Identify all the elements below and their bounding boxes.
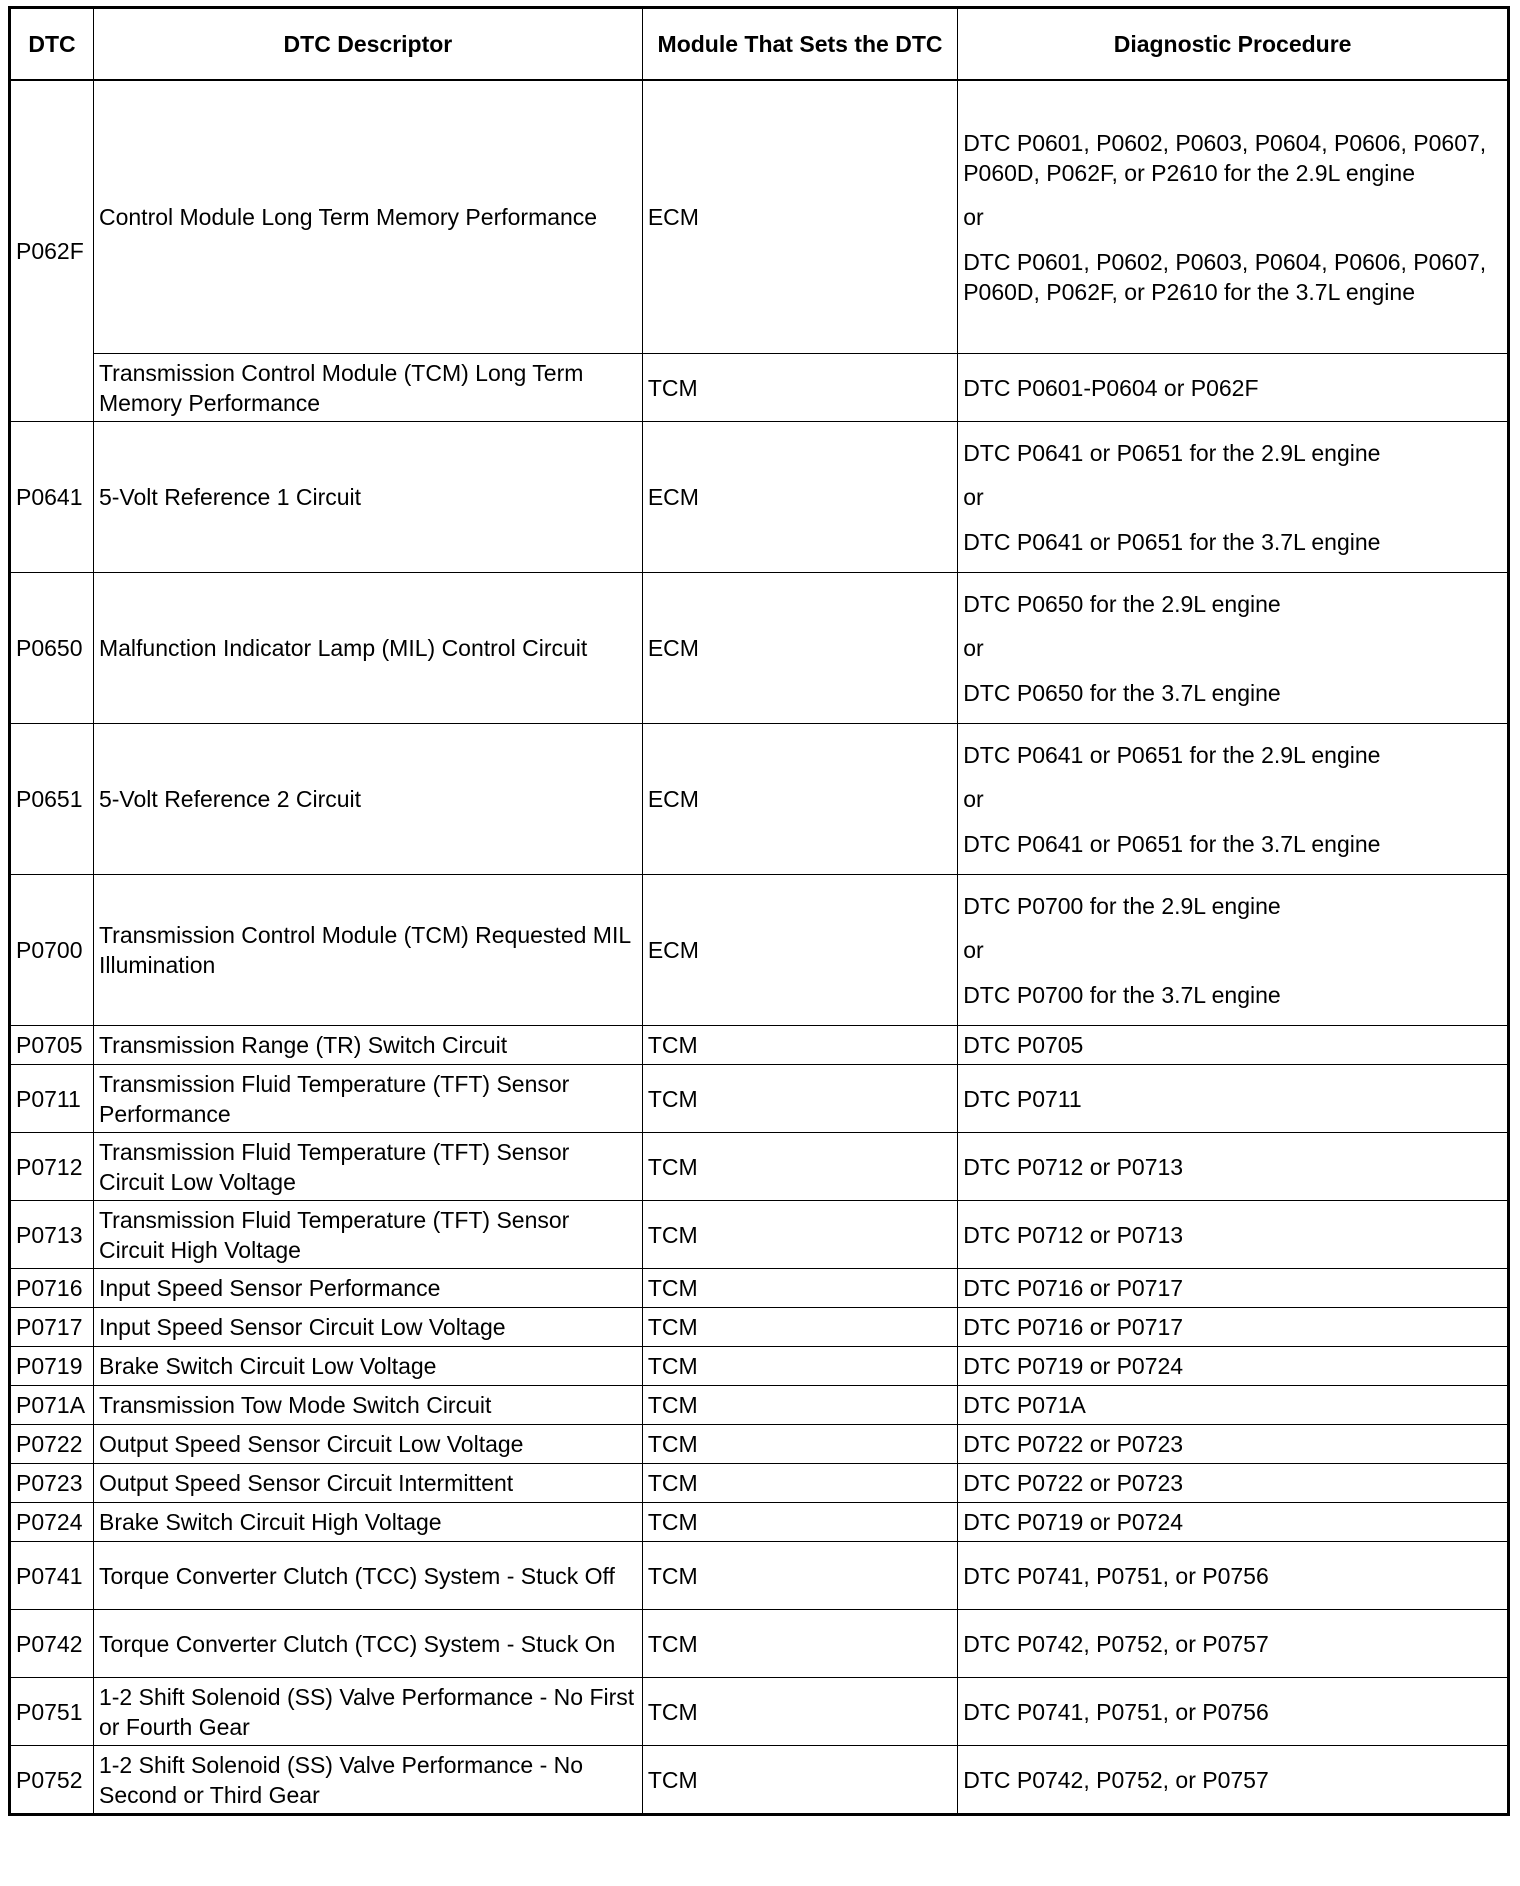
dtc-module: ECM: [642, 573, 957, 724]
procedure-option: DTC P0700 for the 3.7L engine: [963, 981, 1281, 1008]
table-row: [10, 80, 1509, 354]
procedure-or: or: [963, 483, 984, 510]
procedure-or: or: [963, 936, 984, 963]
dtc-descriptor: Transmission Fluid Temperature (TFT) Sensor Circuit Low Voltage: [93, 1133, 642, 1201]
dtc-procedure: DTC P0711: [958, 1065, 1509, 1133]
dtc-code: P062F: [10, 80, 94, 422]
dtc-module: ECM: [642, 422, 957, 573]
dtc-code: P0716: [10, 1269, 94, 1308]
dtc-descriptor: Control Module Long Term Memory Performance: [93, 80, 642, 354]
dtc-descriptor: Input Speed Sensor Performance: [93, 1269, 642, 1308]
dtc-module: TCM: [642, 1542, 957, 1610]
dtc-code: P0751: [10, 1678, 94, 1746]
table-row: [10, 573, 1509, 724]
dtc-descriptor: Brake Switch Circuit Low Voltage: [93, 1347, 642, 1386]
dtc-procedure: [958, 875, 1509, 1026]
dtc-code: P071A: [10, 1386, 94, 1425]
procedure-option: DTC P0641 or P0651 for the 2.9L engine: [963, 741, 1381, 768]
dtc-module: TCM: [642, 1746, 957, 1815]
dtc-procedure: DTC P071A: [958, 1386, 1509, 1425]
dtc-module: ECM: [642, 875, 957, 1026]
dtc-procedure: DTC P0722 or P0723: [958, 1464, 1509, 1503]
dtc-code: P0717: [10, 1308, 94, 1347]
dtc-descriptor: 5-Volt Reference 1 Circuit: [93, 422, 642, 573]
dtc-descriptor: Brake Switch Circuit High Voltage: [93, 1503, 642, 1542]
header-module: Module That Sets the DTC: [642, 8, 957, 81]
table-row: [10, 1425, 1509, 1464]
dtc-procedure: DTC P0719 or P0724: [958, 1347, 1509, 1386]
table-row: [10, 354, 1509, 422]
table-row: [10, 724, 1509, 875]
dtc-procedure: [958, 724, 1509, 875]
dtc-module: TCM: [642, 1425, 957, 1464]
dtc-descriptor: Malfunction Indicator Lamp (MIL) Control Circuit: [93, 573, 642, 724]
dtc-procedure: DTC P0741, P0751, or P0756: [958, 1542, 1509, 1610]
procedure-option: DTC P0601, P0602, P0603, P0604, P0606, P0607, P060D, P062F, or P2610 for the 3.7L engine: [963, 248, 1487, 305]
dtc-procedure: DTC P0741, P0751, or P0756: [958, 1678, 1509, 1746]
dtc-code: P0713: [10, 1201, 94, 1269]
dtc-module: TCM: [642, 1026, 957, 1065]
dtc-module: TCM: [642, 1133, 957, 1201]
dtc-procedure: [958, 422, 1509, 573]
dtc-descriptor: Torque Converter Clutch (TCC) System - Stuck On: [93, 1610, 642, 1678]
table-row: [10, 1746, 1509, 1815]
dtc-code: P0722: [10, 1425, 94, 1464]
dtc-code: P0719: [10, 1347, 94, 1386]
dtc-descriptor: Output Speed Sensor Circuit Intermittent: [93, 1464, 642, 1503]
table-row: [10, 1308, 1509, 1347]
dtc-procedure: DTC P0742, P0752, or P0757: [958, 1610, 1509, 1678]
dtc-code: P0742: [10, 1610, 94, 1678]
table-row: [10, 1610, 1509, 1678]
dtc-procedure: DTC P0716 or P0717: [958, 1269, 1509, 1308]
dtc-descriptor: Transmission Range (TR) Switch Circuit: [93, 1026, 642, 1065]
dtc-procedure: DTC P0716 or P0717: [958, 1308, 1509, 1347]
dtc-descriptor: Transmission Control Module (TCM) Long Term Memory Performance: [93, 354, 642, 422]
dtc-descriptor: Output Speed Sensor Circuit Low Voltage: [93, 1425, 642, 1464]
table-row: [10, 1386, 1509, 1425]
dtc-code: P0712: [10, 1133, 94, 1201]
dtc-code: P0705: [10, 1026, 94, 1065]
dtc-module: TCM: [642, 1386, 957, 1425]
header-descriptor: DTC Descriptor: [93, 8, 642, 81]
dtc-module: TCM: [642, 1201, 957, 1269]
dtc-code: P0723: [10, 1464, 94, 1503]
procedure-or: or: [963, 203, 984, 230]
dtc-module: TCM: [642, 1269, 957, 1308]
dtc-procedure: DTC P0712 or P0713: [958, 1133, 1509, 1201]
dtc-table: [8, 6, 1510, 1816]
dtc-code: P0724: [10, 1503, 94, 1542]
dtc-descriptor: 5-Volt Reference 2 Circuit: [93, 724, 642, 875]
table-row: [10, 1464, 1509, 1503]
dtc-descriptor: Input Speed Sensor Circuit Low Voltage: [93, 1308, 642, 1347]
dtc-descriptor: Transmission Tow Mode Switch Circuit: [93, 1386, 642, 1425]
dtc-descriptor: 1-2 Shift Solenoid (SS) Valve Performance - No Second or Third Gear: [93, 1746, 642, 1815]
procedure-option: DTC P0700 for the 2.9L engine: [963, 892, 1281, 919]
dtc-module: ECM: [642, 724, 957, 875]
procedure-option: DTC P0641 or P0651 for the 3.7L engine: [963, 528, 1381, 555]
dtc-descriptor: Torque Converter Clutch (TCC) System - Stuck Off: [93, 1542, 642, 1610]
dtc-code: P0741: [10, 1542, 94, 1610]
dtc-procedure: DTC P0719 or P0724: [958, 1503, 1509, 1542]
dtc-module: TCM: [642, 1065, 957, 1133]
procedure-or: or: [963, 634, 984, 661]
table-row: [10, 1133, 1509, 1201]
table-row: [10, 1026, 1509, 1065]
table-row: [10, 1542, 1509, 1610]
table-row: [10, 875, 1509, 1026]
dtc-module: TCM: [642, 1464, 957, 1503]
dtc-module: ECM: [642, 80, 957, 354]
dtc-descriptor: Transmission Control Module (TCM) Requested MIL Illumination: [93, 875, 642, 1026]
dtc-procedure: [958, 80, 1509, 354]
dtc-code: P0752: [10, 1746, 94, 1815]
dtc-code: P0641: [10, 422, 94, 573]
procedure-option: DTC P0641 or P0651 for the 2.9L engine: [963, 439, 1381, 466]
dtc-code: P0711: [10, 1065, 94, 1133]
dtc-procedure: DTC P0722 or P0723: [958, 1425, 1509, 1464]
procedure-option: DTC P0641 or P0651 for the 3.7L engine: [963, 830, 1381, 857]
dtc-module: TCM: [642, 1347, 957, 1386]
procedure-option: DTC P0601, P0602, P0603, P0604, P0606, P0607, P060D, P062F, or P2610 for the 2.9L engine: [963, 129, 1487, 186]
dtc-procedure: DTC P0705: [958, 1026, 1509, 1065]
procedure-option: DTC P0650 for the 2.9L engine: [963, 590, 1281, 617]
header-procedure: Diagnostic Procedure: [958, 8, 1509, 81]
table-row: [10, 1503, 1509, 1542]
table-row: [10, 1678, 1509, 1746]
procedure-option: DTC P0650 for the 3.7L engine: [963, 679, 1281, 706]
dtc-module: TCM: [642, 1678, 957, 1746]
table-row: [10, 1347, 1509, 1386]
dtc-module: TCM: [642, 354, 957, 422]
procedure-or: or: [963, 785, 984, 812]
header-dtc: DTC: [10, 8, 94, 81]
table-row: [10, 1065, 1509, 1133]
dtc-procedure: DTC P0742, P0752, or P0757: [958, 1746, 1509, 1815]
dtc-module: TCM: [642, 1610, 957, 1678]
dtc-code: P0650: [10, 573, 94, 724]
dtc-procedure: DTC P0712 or P0713: [958, 1201, 1509, 1269]
dtc-descriptor: 1-2 Shift Solenoid (SS) Valve Performance - No First or Fourth Gear: [93, 1678, 642, 1746]
dtc-code: P0700: [10, 875, 94, 1026]
dtc-descriptor: Transmission Fluid Temperature (TFT) Sensor Performance: [93, 1065, 642, 1133]
table-row: [10, 1269, 1509, 1308]
table-row: [10, 1201, 1509, 1269]
dtc-descriptor: Transmission Fluid Temperature (TFT) Sensor Circuit High Voltage: [93, 1201, 642, 1269]
table-row: [10, 422, 1509, 573]
dtc-code: P0651: [10, 724, 94, 875]
dtc-module: TCM: [642, 1308, 957, 1347]
dtc-procedure: DTC P0601-P0604 or P062F: [958, 354, 1509, 422]
dtc-module: TCM: [642, 1503, 957, 1542]
dtc-procedure: [958, 573, 1509, 724]
table-header-row: [10, 8, 1509, 81]
